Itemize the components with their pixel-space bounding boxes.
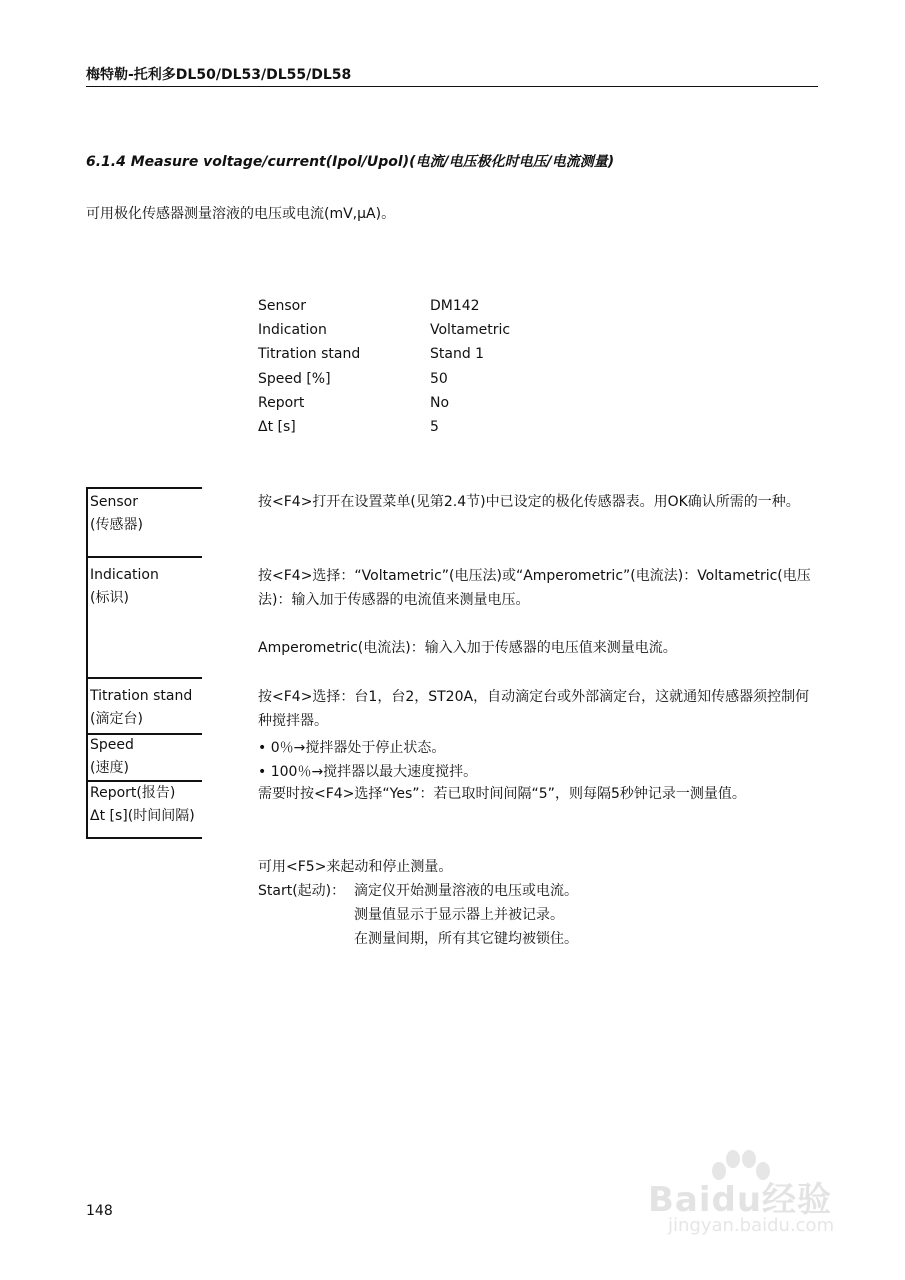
sidebar-rule	[86, 837, 202, 839]
header-divider	[86, 86, 818, 87]
description-f5: 可用<F5>来起动和停止测量。	[258, 859, 453, 875]
section-heading: 6.1.4 Measure voltage/current(Ipol/Upol)(电流/电压极化时电压/电流测量)	[86, 154, 615, 170]
start-line-1: 滴定仪开始测量溶液的电压或电流。	[354, 883, 578, 899]
description-indication: 按<F4>选择：“Voltametric”(电压法)或“Amperometric”(电流法)：Voltametric(电压法)：输入加于传感器的电流值来测量电压。	[258, 568, 811, 608]
sidebar-label-speed: Speed (速度)	[90, 737, 134, 776]
param-value-indication: Voltametric	[430, 322, 511, 338]
sidebar-vertical-rule	[86, 487, 88, 838]
param-value-speed: 50	[430, 371, 448, 387]
description-report: 需要时按<F4>选择“Yes”：若已取时间间隔“5”，则每隔5秒钟记录一测量值。	[258, 786, 746, 802]
sidebar-label-report: Report(报告) Δt [s](时间间隔)	[90, 785, 195, 824]
param-label-speed: Speed [%]	[258, 371, 331, 387]
page-number: 148	[86, 1203, 113, 1219]
sidebar-rule	[86, 677, 202, 679]
param-label-report: Report	[258, 395, 305, 411]
sidebar-label-sensor: Sensor (传感器)	[90, 494, 143, 533]
watermark-url: jingyan.baidu.com	[668, 1215, 835, 1236]
param-value-delta-t: 5	[430, 419, 439, 435]
param-label-titration-stand: Titration stand	[258, 346, 361, 362]
sidebar-rule	[86, 556, 202, 558]
description-amperometric: Amperometric(电流法)：输入入加于传感器的电压值来测量电流。	[258, 640, 677, 656]
section-intro: 可用极化传感器测量溶液的电压或电流(mV,μA)。	[86, 206, 396, 222]
sidebar-label-indication: Indication (标识)	[90, 567, 159, 606]
param-value-sensor: DM142	[430, 298, 480, 314]
param-value-report: No	[430, 395, 450, 411]
document-header-title: 梅特勒-托利多DL50/DL53/DL55/DL58	[86, 67, 352, 83]
bullet-speed-100: • 100％→搅拌器以最大速度搅拌。	[258, 764, 478, 780]
description-sensor: 按<F4>打开在设置菜单(见第2.4节)中已设定的极化传感器表。用OK确认所需的一种。	[258, 494, 800, 510]
param-label-sensor: Sensor	[258, 298, 306, 314]
param-label-indication: Indication	[258, 322, 327, 338]
start-label: Start(起动)：	[258, 883, 346, 899]
sidebar-rule	[86, 487, 202, 489]
watermark-brand: Baidu经验	[648, 1180, 833, 1220]
bullet-speed-0: • 0％→搅拌器处于停止状态。	[258, 740, 446, 756]
param-value-titration-stand: Stand 1	[430, 346, 485, 362]
start-line-2: 测量值显示于显示器上并被记录。	[354, 907, 564, 923]
param-label-delta-t: Δt [s]	[258, 419, 296, 435]
description-titration-stand: 按<F4>选择：台1，台2，ST20A，自动滴定台或外部滴定台，这就通知传感器须控制何种搅拌器。	[258, 689, 810, 729]
start-line-3: 在测量间期，所有其它键均被锁住。	[354, 931, 578, 947]
sidebar-label-titration-stand: Titration stand (滴定台)	[90, 688, 193, 727]
